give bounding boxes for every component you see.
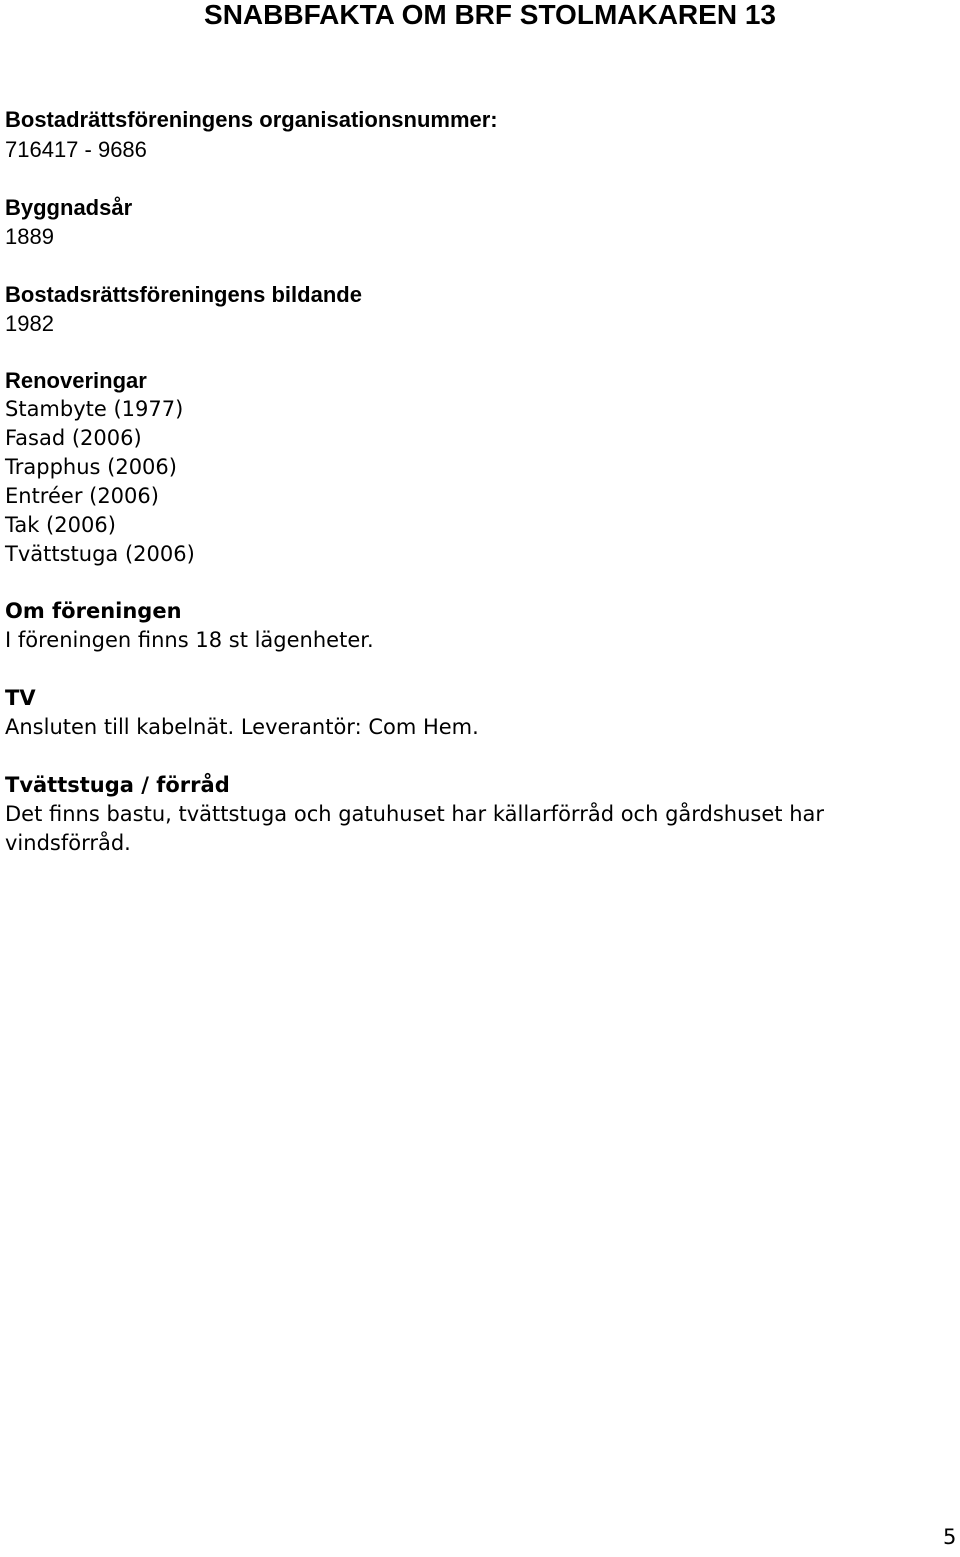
renoveringar-list: [5, 395, 195, 569]
page-number: 5: [943, 1525, 957, 1549]
tvattstuga-text: [5, 800, 824, 858]
bildande-heading: Bostadsrättsföreningens bildande: [5, 282, 362, 307]
tv-text: Ansluten till kabelnät. Leverantör: Com Hem.: [5, 715, 479, 739]
renovation-item: Entréer (2006): [5, 484, 159, 508]
renovation-item: Stambyte (1977): [5, 397, 184, 421]
orgnr-value: 716417 - 9686: [5, 137, 147, 162]
tvattstuga-heading: Tvättstuga / förråd: [5, 773, 230, 797]
byggnadsar-value: 1889: [5, 224, 54, 249]
tvattstuga-line: vindsförråd.: [5, 831, 131, 855]
document-title: SNABBFAKTA OM BRF STOLMAKAREN 13: [204, 0, 776, 30]
renovation-item: Fasad (2006): [5, 426, 142, 450]
tvattstuga-line: Det finns bastu, tvättstuga och gatuhuset har källarförråd och gårdshuset har: [5, 802, 825, 826]
tv-heading: TV: [5, 686, 36, 710]
renovation-item: Tak (2006): [5, 513, 116, 537]
om-foreningen-text: I föreningen finns 18 st lägenheter.: [5, 628, 374, 652]
renovation-item: Tvättstuga (2006): [5, 542, 195, 566]
renovation-item: Trapphus (2006): [5, 455, 177, 479]
renoveringar-heading: Renoveringar: [5, 368, 147, 393]
orgnr-heading: Bostadrättsföreningens organisationsnummer:: [5, 107, 498, 132]
bildande-value: 1982: [5, 311, 54, 336]
byggnadsar-heading: Byggnadsår: [5, 195, 133, 220]
om-foreningen-heading: Om föreningen: [5, 599, 182, 623]
